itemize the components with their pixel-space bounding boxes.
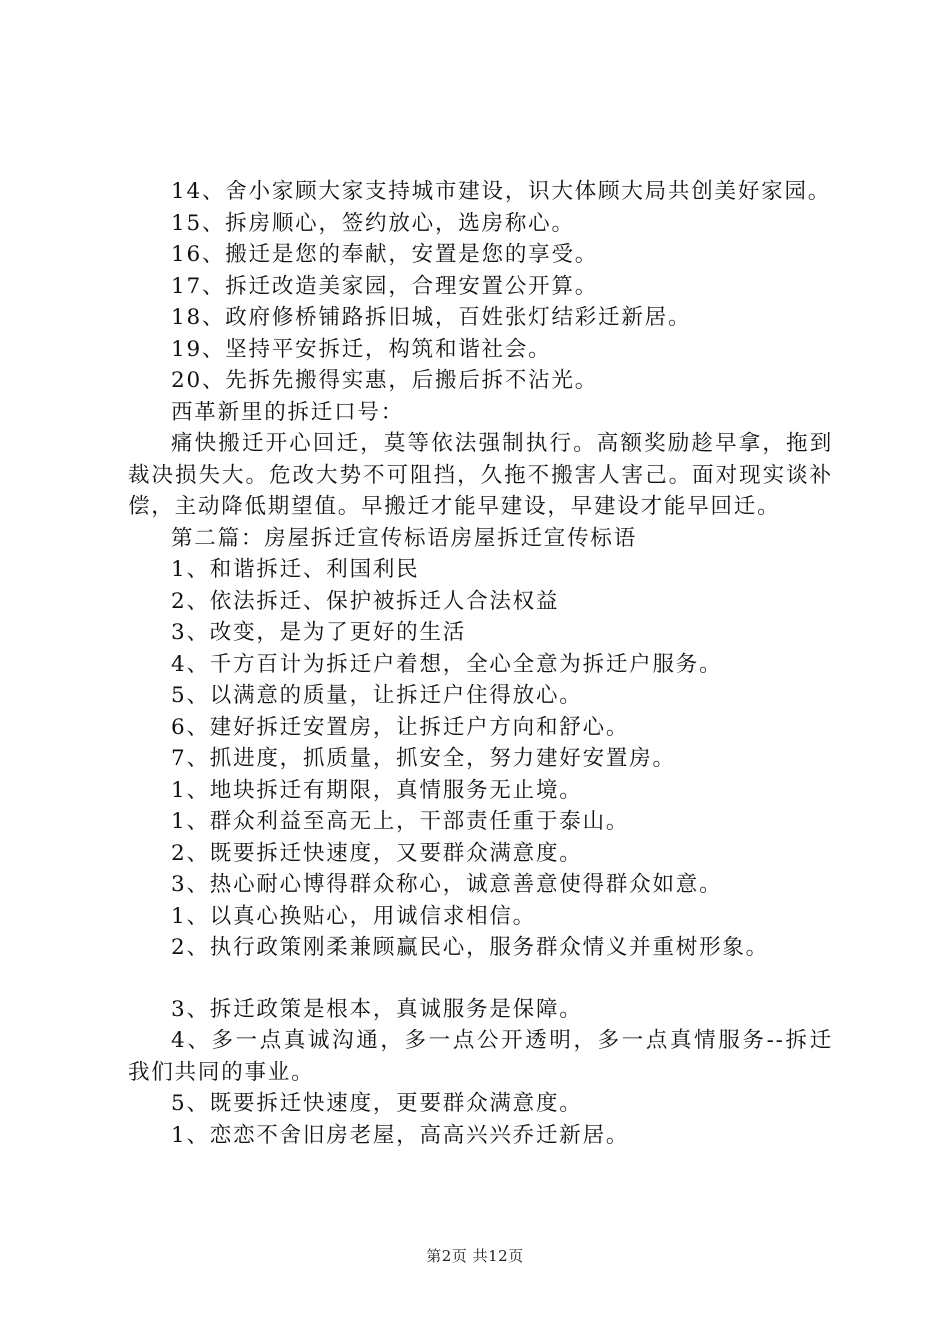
paragraph: 4、千方百计为拆迁户着想，全心全意为拆迁户服务。	[171, 651, 723, 677]
paragraph: 1、以真心换贴心，用诚信求相信。	[171, 903, 536, 929]
paragraph: 2、依法拆迁、保护被拆迁人合法权益	[171, 588, 560, 614]
document-body	[128, 176, 833, 1151]
paragraph: 4、多一点真诚沟通，多一点公开透明，多一点真情服务--拆迁我们共同的事业。	[128, 1028, 833, 1085]
paragraph: 1、群众利益至高无上，干部责任重于泰山。	[171, 809, 630, 834]
section-heading: 第二篇：房屋拆迁宣传标语房屋拆迁宣传标语	[171, 525, 638, 551]
paragraph: 5、既要拆迁快速度，更要群众满意度。	[171, 1091, 583, 1116]
paragraph: 6、建好拆迁安置房，让拆迁户方向和舒心。	[171, 714, 630, 740]
paragraph: 2、既要拆迁快速度，又要群众满意度。	[171, 840, 583, 866]
paragraph: 17、拆迁改造美家园，合理安置公开算。	[171, 273, 599, 299]
paragraph: 3、拆迁政策是根本，真诚服务是保障。	[171, 996, 583, 1022]
page-number: 第2页 共12页	[426, 1247, 524, 1265]
paragraph: 14、舍小家顾大家支持城市建设，识大体顾大局共创美好家园。	[171, 179, 832, 204]
paragraph: 痛快搬迁开心回迁，莫等依法强制执行。高额奖励趁早拿，拖到裁决损失大。危改大势不可阻挡，久拖不搬害人害己。面对现实谈补偿，主动降低期望值。早搬迁才能早建设，早建设才能早回迁。	[128, 431, 833, 519]
page-footer	[0, 1245, 950, 1266]
paragraph: 18、政府修桥铺路拆旧城，百姓张灯结彩迁新居。	[171, 305, 692, 330]
paragraph: 5、以满意的质量，让拆迁户住得放心。	[171, 683, 583, 708]
paragraph: 1、恋恋不舍旧房老屋，高高兴兴乔迁新居。	[171, 1122, 630, 1148]
paragraph: 15、拆房顺心，签约放心，选房称心。	[171, 210, 575, 236]
paragraph: 19、坚持平安拆迁，构筑和谐社会。	[171, 336, 552, 362]
paragraph: 20、先拆先搬得实惠，后搬后拆不沾光。	[171, 368, 599, 393]
section-heading: 西革新里的拆迁口号：	[171, 399, 405, 425]
paragraph: 3、改变，是为了更好的生活	[171, 620, 467, 645]
paragraph: 7、抓进度，抓质量，抓安全，努力建好安置房。	[171, 746, 676, 771]
paragraph: 1、地块拆迁有期限，真情服务无止境。	[171, 777, 583, 803]
paragraph: 3、热心耐心博得群众称心，诚意善意使得群众如意。	[171, 872, 723, 897]
paragraph: 16、搬迁是您的奉献，安置是您的享受。	[171, 242, 599, 267]
paragraph: 1、和谐拆迁、利国利民	[171, 557, 420, 582]
paragraph: 2、执行政策刚柔兼顾赢民心，服务群众情义并重树形象。	[171, 935, 769, 960]
